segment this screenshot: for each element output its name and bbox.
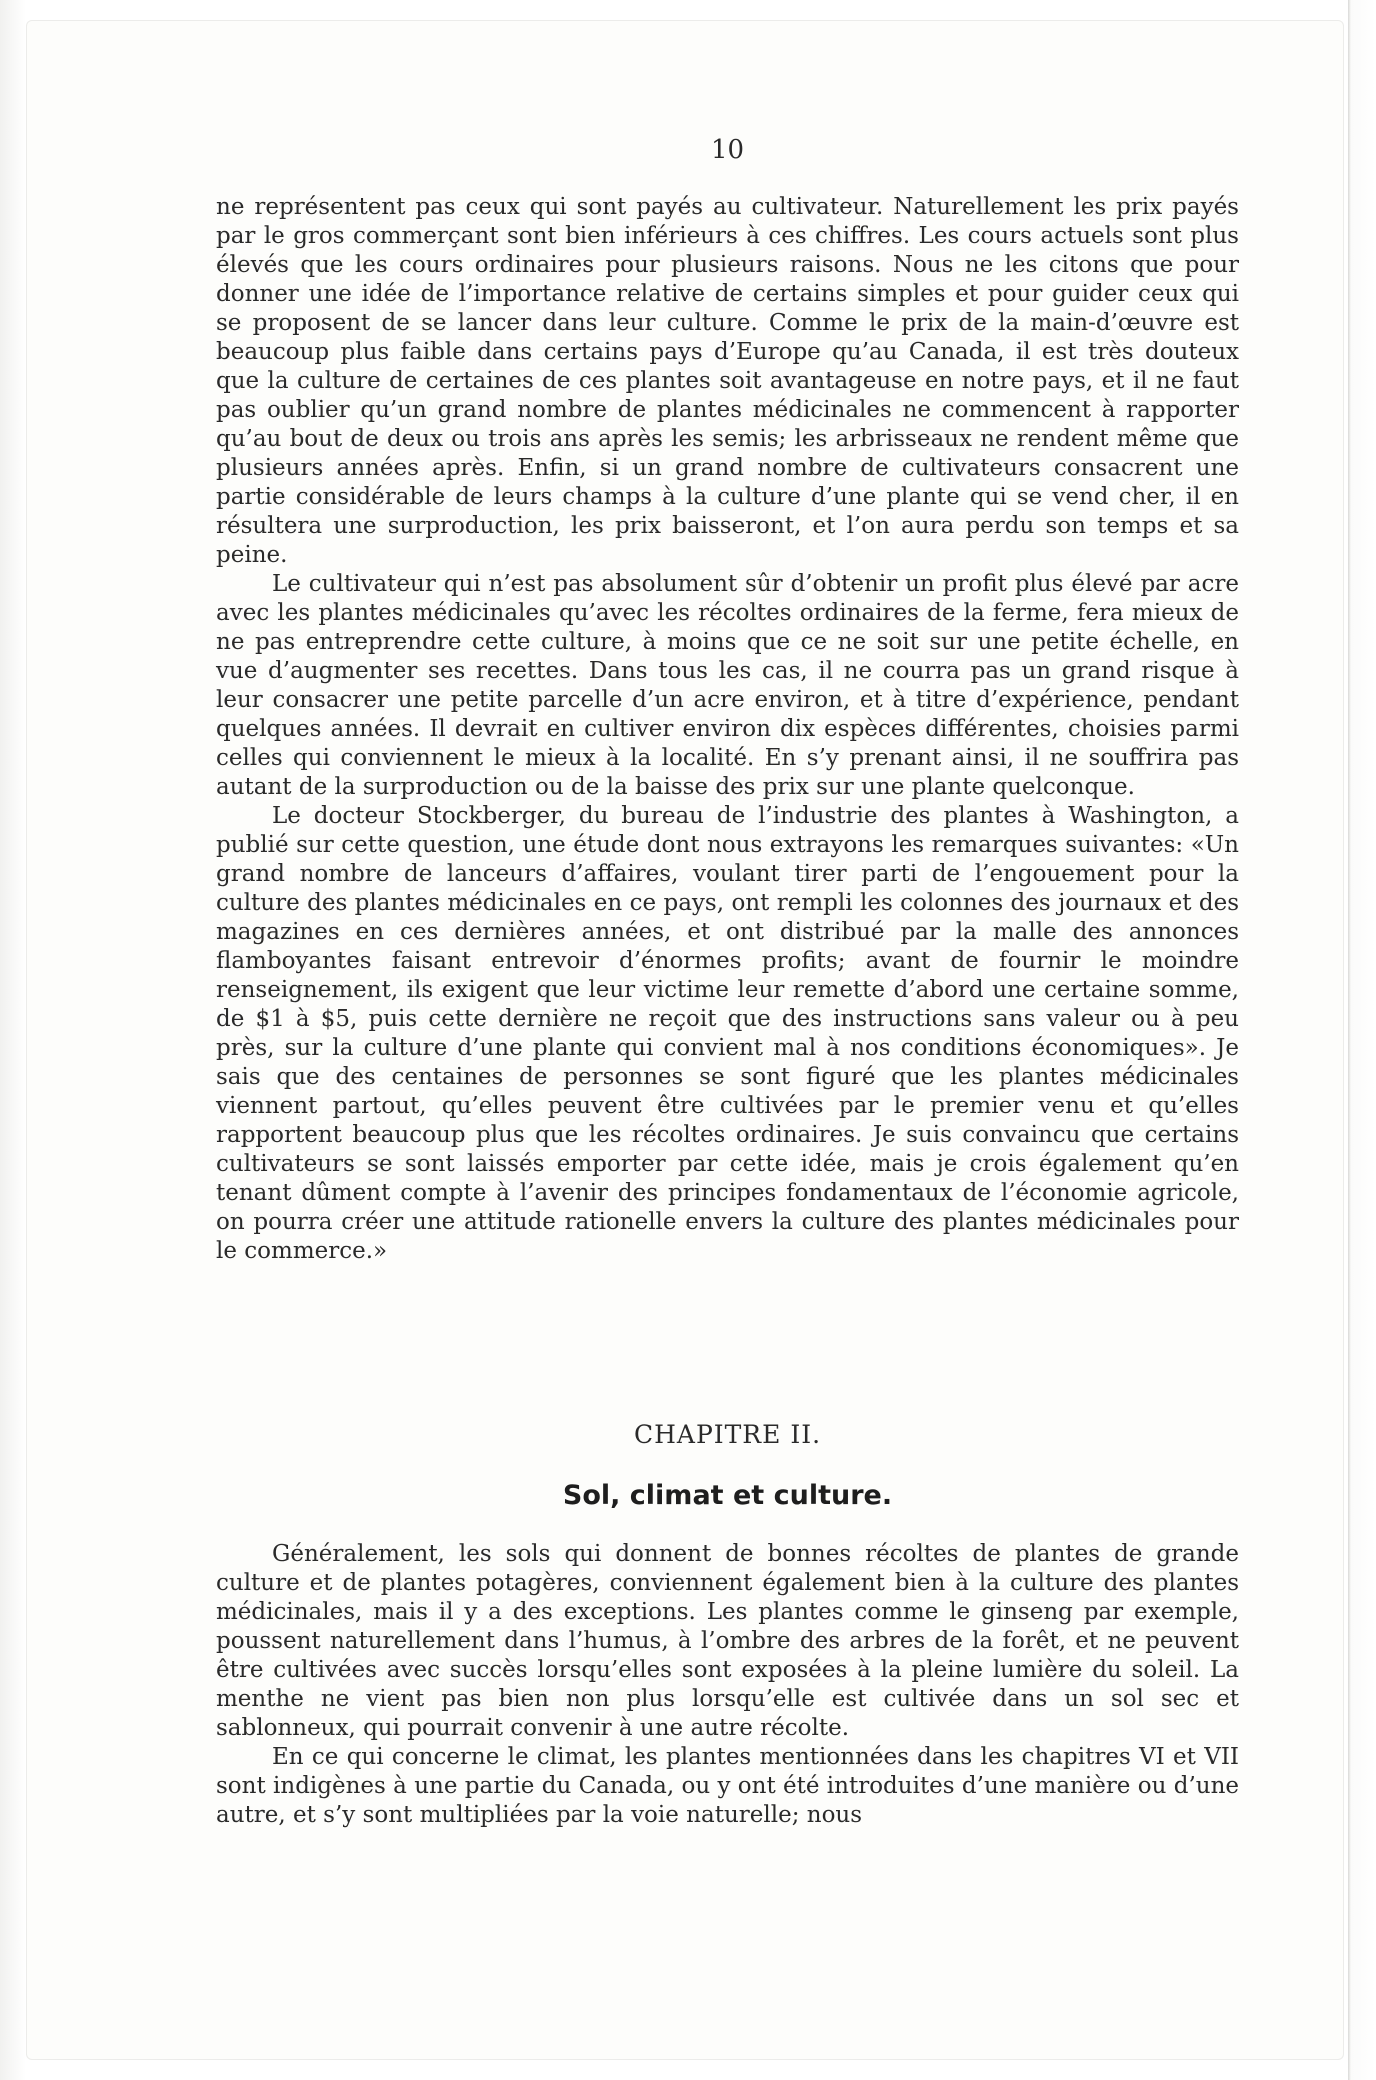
paragraph-continuation: ne représentent pas ceux qui sont payés au cultivateur. Naturellement les prix payés par le gros commerçant sont bien inférieurs à ces chiffres. Les cours actuels sont plus élevés que les cours ordinaires pour plusieurs raisons. Nous ne les citons que pour donner une idée de l’importance relative de certains simples et pour guider ceux qui se proposent de se lancer dans leur culture. Comme le prix de la main-d’œuvre est beaucoup plus faible dans certains pays d’Europe qu’au Canada, il est très douteux que la culture de certaines de ces plantes soit avantageuse en notre pays, et il ne faut pas oublier qu’un grand nombre de plantes médicinales ne commencent à rapporter qu’au bout de deux ou trois ans après les semis; les arbrisseaux ne rendent même que plusieurs années après. Enfin, si un grand nombre de cultivateurs consacrent une partie considérable de leurs champs à la culture d’une plante qui se vend cher, il en résultera une surproduction, les prix baisseront, et l’on aura perdu son temps et sa peine. bbox=[216, 194, 1239, 568]
scan-right-edge bbox=[1348, 0, 1376, 2080]
chapter-title: Sol, climat et culture. bbox=[562, 1480, 893, 1511]
chapter-heading: CHAPITRE II. bbox=[633, 1420, 822, 1449]
paragraph-cultivateur: Le cultivateur qui n’est pas absolument sûr d’obtenir un profit plus élevé par acre avec les plantes médicinales qu’avec les récoltes ordinaires de la ferme, fera mieux de ne pas entreprendre cette culture, à moins que ce ne soit sur une petite échelle, en vue d’augmenter ses recettes. Dans tous les cas, il ne courra pas un grand risque à leur consacrer une petite parcelle d’un acre environ, et à titre d’expérience, pendant quelques années. Il devrait en cultiver environ dix espèces différentes, choisies parmi celles qui conviennent le mieux à la localité. En s’y prenant ainsi, il ne souffrira pas autant de la surproduction ou de la baisse des prix sur une plante quelconque. bbox=[216, 571, 1239, 800]
scan-left-margin bbox=[0, 0, 26, 2080]
body-text-section-2 bbox=[216, 1540, 1239, 1830]
page-number: 10 bbox=[710, 135, 745, 165]
paragraph-sols: Généralement, les sols qui donnent de bonnes récoltes de plantes de grande culture et de plantes potagères, conviennent également bien à la culture des plantes médicinales, mais il y a des exceptions. Les plantes comme le ginseng par exemple, poussent naturellement dans l’humus, à l’ombre des arbres de la forêt, et ne peuvent être cultivées avec succès lorsqu’elles sont exposées à la pleine lumière du soleil. La menthe ne vient pas bien non plus lorsqu’elle est cultivée dans un sol sec et sablonneux, qui pourrait convenir à une autre récolte. bbox=[216, 1541, 1239, 1741]
paragraph-climat: En ce qui concerne le climat, les plantes mentionnées dans les chapitres VI et VII sont indigènes à une partie du Canada, ou y ont été introduites d’une manière ou d’une autre, et s’y sont multipliées par la voie naturelle; nous bbox=[216, 1744, 1239, 1828]
paragraph-stockberger: Le docteur Stockberger, du bureau de l’industrie des plantes à Washington, a publié sur cette question, une étude dont nous extrayons les remarques suivantes: «Un grand nombre de lanceurs d’affaires, voulant tirer parti de l’engouement pour la culture des plantes médicinales en ce pays, ont rempli les colonnes des journaux et des magazines en ces dernières années, et ont distribué par la malle des annonces flamboyantes faisant entrevoir d’énormes profits; avant de fournir le moindre renseignement, ils exigent que leur victime leur remette d’abord une certaine somme, de $1 à $5, puis cette dernière ne reçoit que des instructions sans valeur ou à peu près, sur la culture d’une plante qui convient mal à nos conditions économiques». Je sais que des centaines de personnes se sont figuré que les plantes médicinales viennent partout, qu’elles peuvent être cultivées par le premier venu et qu’elles rapportent beaucoup plus que les récoltes ordinaires. Je suis convaincu que certains cultivateurs se sont laissés emporter par cette idée, mais je crois également qu’en tenant dûment compte à l’avenir des principes fondamentaux de l’économie agricole, on pourra créer une attitude rationelle envers la culture des plantes médicinales pour le commerce.» bbox=[216, 803, 1239, 1264]
body-text-section-1 bbox=[216, 193, 1239, 1266]
